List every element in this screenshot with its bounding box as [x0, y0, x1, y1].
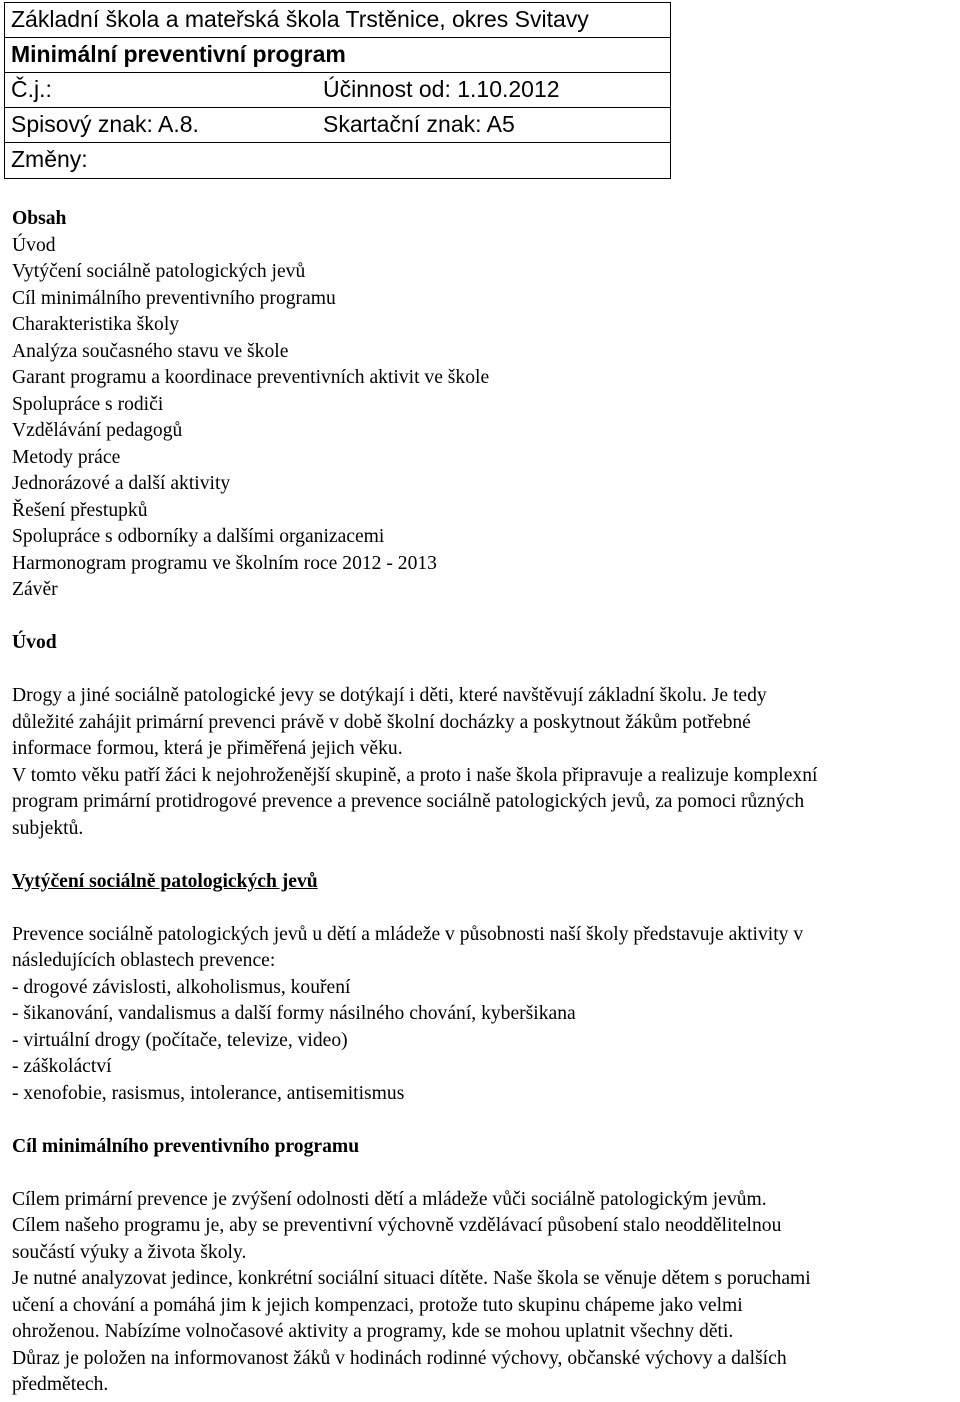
toc-item: Charakteristika školy [12, 314, 180, 335]
header-znak-row [5, 108, 670, 143]
toc-item: Závěr [12, 579, 58, 600]
text-line: Cílem primární prevence je zvýšení odolnosti dětí a mládeže vůči sociálně patologickým jevům. [12, 1188, 767, 1210]
list-item: - šikanování, vandalismus a další formy násilného chování, kyberšikana [12, 1003, 576, 1024]
document-body [12, 206, 952, 1399]
header-zmeny-row [5, 143, 670, 178]
toc-item: Vytýčení sociálně patologických jevů [12, 261, 306, 282]
school-name: Základní škola a mateřská škola Trstěnice, okres Svitavy [11, 6, 589, 32]
toc-item: Garant programu a koordinace preventivních aktivit ve škole [12, 367, 490, 388]
section-heading-cil: Cíl minimálního preventivního programu [12, 1135, 360, 1157]
ucinnost-label: Účinnost od: 1.10.2012 [323, 76, 560, 102]
text-line: subjektů. [12, 817, 84, 839]
section-heading-uvod: Úvod [12, 632, 57, 653]
header-table [4, 2, 671, 179]
header-school [5, 3, 670, 38]
section-vytyceni-text [12, 922, 952, 1108]
toc-item: Metody práce [12, 446, 121, 468]
text-line: součástí výuky a života školy. [12, 1241, 247, 1263]
section-uvod-text [12, 683, 952, 842]
list-item: - virtuální drogy (počítače, televize, video) [12, 1029, 348, 1051]
header-program [5, 38, 670, 73]
text-line: důležité zahájit primární prevenci právě v době školní docházky a poskytnout žákům potřebné [12, 711, 751, 733]
toc-item: Harmonogram programu ve školním roce 2012 - 2013 [12, 552, 437, 574]
toc-item: Vzdělávání pedagogů [12, 420, 183, 441]
zmeny-label: Změny: [11, 146, 88, 172]
list-item: - xenofobie, rasismus, intolerance, antisemitismus [12, 1082, 405, 1104]
text-line: Prevence sociálně patologických jevů u dětí a mládeže v působnosti naší školy představuje aktivity v [12, 923, 804, 945]
list-item: - záškoláctví [12, 1056, 112, 1077]
text-line: Cílem našeho programu je, aby se preventivní výchovně vzdělávací působení stalo neoddělitelnou [12, 1215, 782, 1236]
toc-item: Spolupráce s rodiči [12, 393, 164, 415]
text-line: předmětech. [12, 1374, 109, 1395]
skartacni-znak: Skartační znak: A5 [323, 111, 515, 137]
text-line: následujících oblastech prevence: [12, 950, 276, 971]
text-line: učení a chování a pomáhá jim k jejich kompenzaci, protože tuto skupinu chápeme jako velmi [12, 1294, 743, 1316]
text-line: Důraz je položen na informovanost žáků v hodinách rodinné výchovy, občanské výchovy a dalších [12, 1347, 787, 1369]
text-line: program primární protidrogové prevence a prevence sociálně patologických jevů, za pomoci různých [12, 791, 805, 812]
toc-item: Úvod [12, 234, 56, 256]
program-name: Minimální preventivní program [11, 41, 346, 67]
text-line: informace formou, která je přiměřená jejich věku. [12, 738, 403, 759]
toc-item: Analýza současného stavu ve škole [12, 340, 289, 362]
text-line: V tomto věku patří žáci k nejohroženější skupině, a proto i naše škola připravuje a realizuje komplexní [12, 764, 818, 786]
toc-item: Řešení přestupků [12, 499, 148, 521]
text-line: Je nutné analyzovat jedince, konkrétní sociální situaci dítěte. Naše škola se věnuje dětem s poruchami [12, 1268, 811, 1289]
header-cj-row [5, 73, 670, 108]
cj-label: Č.j.: [11, 76, 52, 102]
text-line: ohroženou. Nabízíme volnočasové aktivity a programy, kde se mohou uplatnit všechny děti. [12, 1321, 734, 1342]
toc-title: Obsah [12, 208, 67, 229]
toc-item: Jednorázové a další aktivity [12, 473, 231, 494]
text-line: Drogy a jiné sociálně patologické jevy se dotýkají i děti, které navštěvují základní školu. Je tedy [12, 685, 767, 706]
section-cil-text [12, 1187, 952, 1399]
toc-item: Spolupráce s odborníky a dalšími organizacemi [12, 526, 385, 547]
toc-item: Cíl minimálního preventivního programu [12, 287, 336, 309]
section-heading-vytyceni: Vytýčení sociálně patologických jevů [12, 870, 318, 892]
spisovy-znak: Spisový znak: A.8. [11, 111, 199, 137]
list-item: - drogové závislosti, alkoholismus, kouření [12, 976, 351, 998]
toc-list [12, 233, 952, 604]
